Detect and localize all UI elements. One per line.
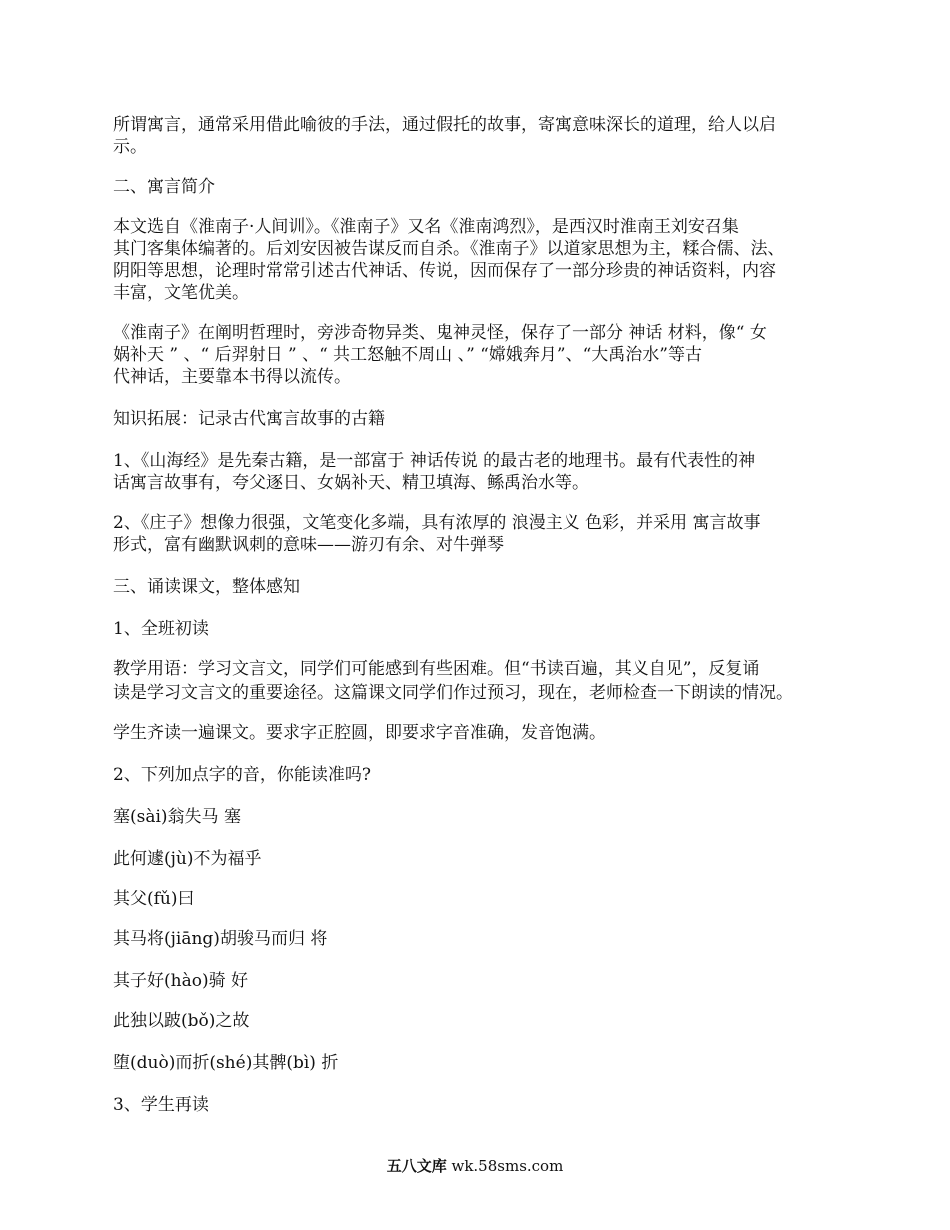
section-heading: 三、诵读课文，整体感知 (113, 577, 300, 597)
text-line: 塞(sài)翁失马 塞 (113, 807, 241, 827)
text-line: 此独以跛(bǒ)之故 (113, 1011, 250, 1031)
text-line: 形式，富有幽默讽刺的意味——游刃有余、对牛弹琴 (113, 535, 504, 555)
text-line: 其门客集体编著的。后刘安因被告谋反而自杀。《淮南子》以道家思想为主，糅合儒、法、 (113, 239, 785, 259)
text-line: 丰富，文笔优美。 (113, 283, 249, 303)
page-footer (0, 1155, 950, 1176)
text-line: 2、《庄子》想像力很强，文笔变化多端，具有浓厚的 浪漫主义 色彩，并采用 寓言故事 (113, 513, 761, 533)
text-line: 3、学生再读 (113, 1095, 209, 1115)
footer-brand: 五八文库 (386, 1157, 447, 1175)
text-line: 代神话，主要靠本书得以流传。 (113, 367, 351, 387)
text-line: 示。 (113, 137, 147, 157)
text-line: 此何遽(jù)不为福乎 (113, 849, 262, 869)
text-line: 话寓言故事有，夸父逐日、女娲补天、精卫填海、鲧禹治水等。 (113, 473, 589, 493)
text-line: 本文选自《淮南子·人间训》。《淮南子》又名《淮南鸿烈》，是西汉时淮南王刘安召集 (113, 217, 739, 237)
text-line: 堕(duò)而折(shé)其髀(bì) 折 (113, 1053, 339, 1073)
text-line: 教学用语：学习文言文，同学们可能感到有些困难。但“书读百遍，其义自见”，反复诵 (113, 659, 760, 679)
section-heading: 二、寓言简介 (113, 177, 215, 197)
text-line: 阴阳等思想，论理时常常引述古代神话、传说，因而保存了一部分珍贵的神话资料，内容 (113, 261, 776, 281)
section-heading: 知识拓展：记录古代寓言故事的古籍 (113, 409, 385, 429)
text-line: 学生齐读一遍课文。要求字正腔圆，即要求字音准确，发音饱满。 (113, 723, 606, 743)
text-line: 娲补天 ” 、“ 后羿射日 ” 、“ 共工怒触不周山 、” “嫦娥奔月”、“大禹治水”等古 (113, 345, 702, 365)
text-line: 所谓寓言，通常采用借此喻彼的手法，通过假托的故事，寄寓意味深长的道理，给人以启 (113, 115, 776, 135)
text-line: 其子好(hào)骑 好 (113, 971, 248, 991)
text-line: 1、全班初读 (113, 619, 209, 639)
text-line: 1、《山海经》是先秦古籍，是一部富于 神话传说 的最古老的地理书。最有代表性的神 (113, 451, 756, 471)
text-line: 2、下列加点字的音，你能读准吗? (113, 765, 371, 785)
text-line: 其父(fǔ)曰 (113, 889, 195, 909)
text-line: 其马将(jiāng)胡骏马而归 将 (113, 929, 328, 949)
footer-url[interactable]: wk.58sms.com (451, 1157, 564, 1175)
text-line: 读是学习文言文的重要途径。这篇课文同学们作过预习，现在，老师检查一下朗读的情况。 (113, 683, 793, 703)
text-line: 《淮南子》在阐明哲理时，旁涉奇物异类、鬼神灵怪，保存了一部分 神话 材料，像“ 女 (113, 323, 767, 343)
